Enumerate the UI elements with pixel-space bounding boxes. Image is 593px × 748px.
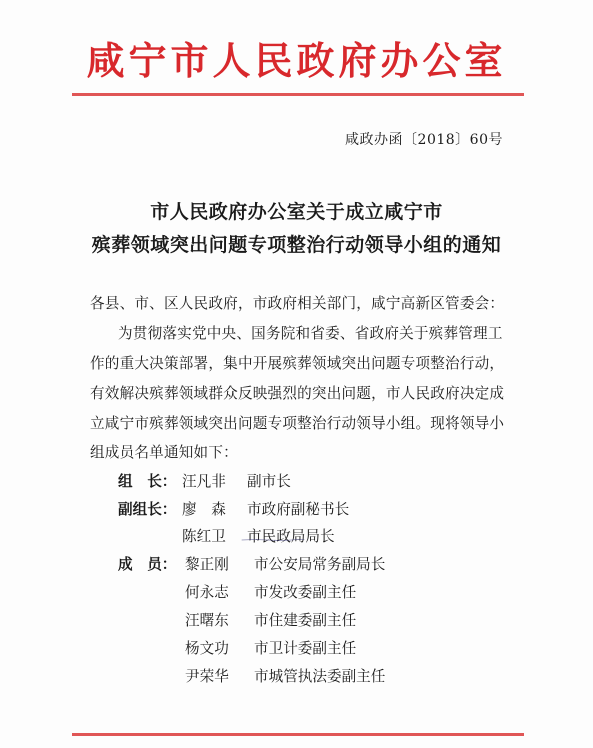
addressee-line: 各县、市、区人民政府，市政府相关部门，咸宁高新区管委会： (90, 295, 505, 312)
member-label: 成 员： (118, 556, 177, 573)
deputy-title: 市民政局局长 (247, 528, 335, 545)
body-paragraph-line: 立咸宁市殡葬领域突出问题专项整治行动领导小组。现将领导小 (90, 415, 505, 432)
member-name: 黎正刚 (185, 556, 229, 573)
letterhead-top-divider (72, 93, 524, 96)
body-paragraph-line: 作的重大决策部署，集中开展殡葬领域突出问题专项整治行动， (90, 355, 505, 372)
member-title: 市发改委副主任 (254, 584, 357, 601)
member-name: 杨文功 (185, 640, 229, 657)
deputy-title: 市政府副秘书长 (247, 501, 350, 518)
member-title: 市住建委副主任 (254, 612, 357, 629)
leader-title: 副市长 (247, 473, 291, 490)
member-title: 市公安局常务副局长 (254, 556, 386, 573)
notice-title-line-1: 市人民政府办公室关于成立咸宁市 (150, 201, 443, 223)
handwritten-underline (178, 539, 368, 541)
document-number: 咸政办函〔2018〕60号 (345, 132, 503, 148)
deputy-label: 副组长： (118, 501, 177, 518)
body-paragraph-line: 组成员名单通知如下： (90, 444, 238, 461)
member-name: 汪曙东 (185, 612, 229, 629)
member-title: 市卫计委副主任 (254, 640, 357, 657)
member-name: 尹荣华 (185, 668, 229, 685)
footer-divider (72, 733, 524, 736)
leader-label: 组 长： (118, 473, 177, 490)
member-title: 市城管执法委副主任 (254, 668, 386, 685)
deputy-name: 陈红卫 (182, 528, 226, 545)
deputy-name: 廖 森 (182, 501, 226, 518)
red-letterhead-title: 咸宁市人民政府办公室 (86, 38, 507, 83)
member-name: 何永志 (185, 584, 229, 601)
body-paragraph-line: 有效解决殡葬领域群众反映强烈的突出问题，市人民政府决定成 (90, 385, 505, 402)
leader-name: 汪凡非 (182, 473, 226, 490)
body-paragraph-line: 为贯彻落实党中央、国务院和省委、省政府关于殡葬管理工 (118, 325, 503, 342)
notice-title-line-2: 殡葬领域突出问题专项整治行动领导小组的通知 (91, 234, 502, 256)
